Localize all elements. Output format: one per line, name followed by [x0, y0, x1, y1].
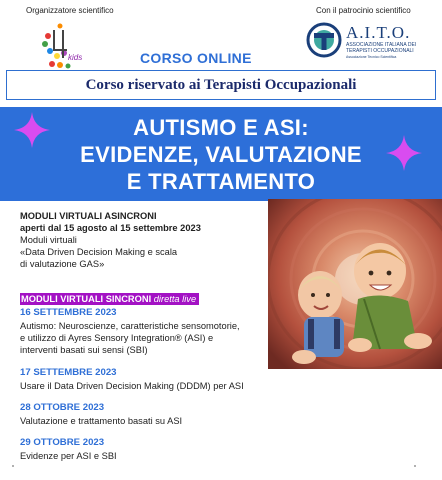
session-1-description	[20, 320, 240, 356]
sparkle-left-icon	[14, 112, 50, 148]
aito-tagline: Associazione Tecnico Scientifica	[346, 55, 397, 59]
aito-mark-icon	[306, 22, 342, 58]
async-line-3: di valutazione GAS»	[20, 259, 105, 269]
reserved-banner	[6, 70, 436, 100]
sparkle-right-icon	[386, 135, 422, 171]
session-1-line-3: interventi basati sui sensi (SBI)	[20, 345, 148, 355]
session-3-date: 28 OTTOBRE 2023	[20, 402, 105, 413]
session-2-date: 17 SETTEMBRE 2023	[20, 367, 117, 378]
async-line-1: Moduli virtuali	[20, 235, 77, 245]
async-period: aperti dal 15 agosto al 15 settembre 2023	[20, 223, 201, 233]
sync-heading	[20, 293, 199, 305]
aito-logo	[306, 22, 438, 62]
patron-label: Con il patrocinio scientifico	[316, 6, 411, 15]
aito-subtitle-line1: ASSOCIAZIONE ITALIANA DEI	[346, 42, 417, 48]
speck	[414, 465, 416, 467]
sync-live-label: diretta live	[153, 294, 197, 304]
title-line-1: AUTISMO E ASI:	[133, 115, 309, 140]
aito-subtitle-line2: TERAPISTI OCCUPAZIONALI	[346, 48, 414, 54]
organizer-logo	[30, 20, 86, 70]
async-line-2: «Data Driven Decision Making e scala	[20, 247, 178, 257]
async-heading: MODULI VIRTUALI ASINCRONI	[20, 211, 157, 221]
session-4-description: Evidenze per ASI e SBI	[20, 451, 117, 461]
async-modules	[20, 210, 270, 270]
children-tunnel-photo	[268, 199, 442, 369]
session-1-line-1: Autismo: Neuroscienze, caratteristiche sensomotorie,	[20, 321, 240, 331]
session-3-description: Valutazione e trattamento basati su ASI	[20, 416, 183, 426]
session-2-description: Usare il Data Driven Decision Making (DDDM) per ASI	[20, 381, 244, 391]
aito-name: A.I.T.O.	[346, 23, 411, 42]
course-type: CORSO ONLINE	[140, 50, 252, 66]
title-band	[0, 107, 442, 201]
organizer-label: Organizzatore scientifico	[26, 6, 114, 15]
title-line-3: E TRATTAMENTO	[126, 169, 316, 194]
title-line-2: EVIDENZE, VALUTAZIONE	[80, 142, 362, 167]
sync-heading-text: MODULI VIRTUALI SINCRONI	[21, 294, 152, 304]
organizer-logo-text: kids	[68, 53, 83, 62]
session-1-line-2: e utilizzo di Ayres Sensory Integration® (ASI) e	[20, 333, 214, 343]
session-1-date: 16 SETTEMBRE 2023	[20, 307, 117, 318]
reserved-text: Corso riservato ai Terapisti Occupazionali	[85, 77, 357, 93]
session-4-date: 29 OTTOBRE 2023	[20, 437, 105, 448]
speck	[12, 465, 14, 467]
aito-subtitle	[346, 42, 416, 54]
